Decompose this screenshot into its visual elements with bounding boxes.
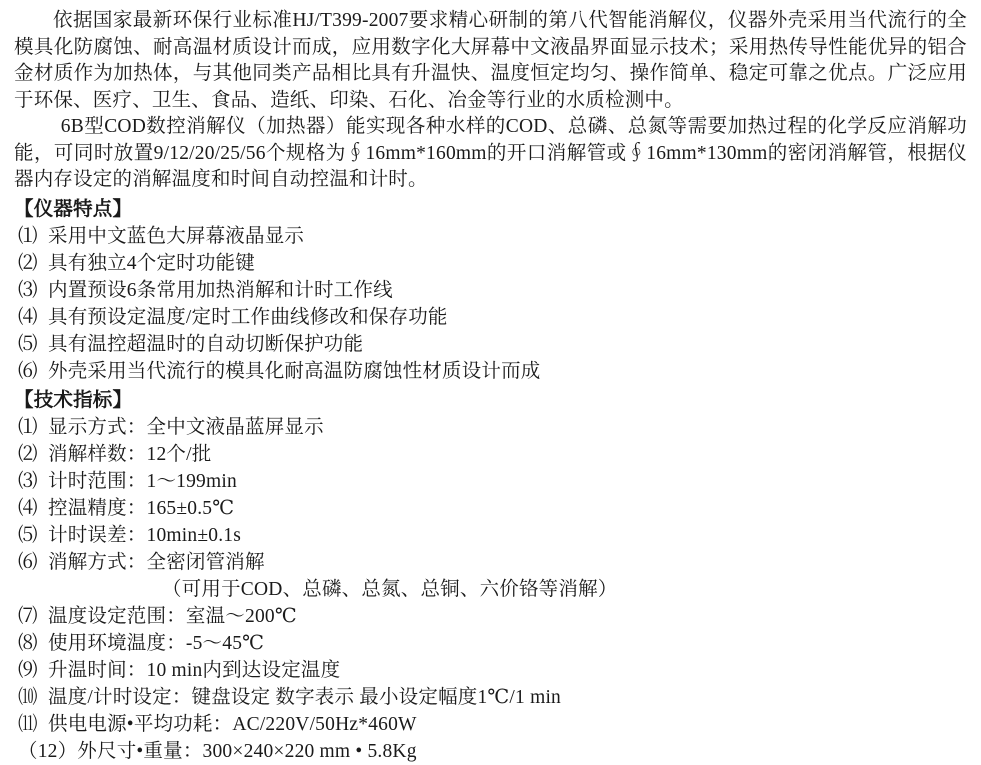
list-item-text: 采用中文蓝色大屏幕液晶显示	[48, 225, 305, 247]
list-item	[14, 358, 967, 385]
list-item-text: 具有独立4个定时功能键	[48, 252, 255, 274]
list-item	[14, 468, 967, 495]
features-list	[14, 223, 967, 385]
list-item-number: ⑴	[18, 416, 38, 438]
list-item-text: 消解方式：全密闭管消解	[48, 551, 265, 573]
list-item	[14, 223, 967, 250]
specs-last-line: （12）外尺寸•重量：300×240×220 mm • 5.8Kg	[18, 740, 417, 762]
list-item-text: 温度设定范围：室温～200℃	[48, 605, 297, 627]
list-item-number: ⑸	[18, 333, 38, 355]
list-item	[14, 522, 967, 549]
list-item-text: 升温时间：10 min内到达设定温度	[48, 659, 341, 681]
list-item-number: ⑴	[18, 225, 38, 247]
list-item-text: 内置预设6条常用加热消解和计时工作线	[48, 279, 393, 301]
list-item	[14, 549, 967, 576]
list-item-number: ⑷	[18, 497, 38, 519]
list-item-text: 使用环境温度：-5～45℃	[48, 632, 265, 654]
features-heading: 【仪器特点】	[14, 198, 133, 220]
list-item	[14, 250, 967, 277]
list-item-number: ⑵	[18, 252, 38, 274]
list-item-number: ⑻	[18, 632, 38, 654]
list-item-text: 计时误差：10min±0.1s	[48, 524, 242, 546]
list-item-number: ⑹	[18, 551, 38, 573]
list-item-text: 供电电源•平均功耗：AC/220V/50Hz*460W	[48, 713, 417, 735]
intro-paragraph-1: 依据国家最新环保行业标准HJ/T399-2007要求精心研制的第八代智能消解仪，仪器外壳采用当代流行的全模具化防腐蚀、耐高温材质设计而成，应用数字化大屏幕中文液晶界面显示技术；采用热传导性能优异的铝合金材质作为加热体，与其他同类产品相比具有升温快、温度恒定均匀、操作简单、稳定可靠之优点。广泛应用于环保、医疗、卫生、食品、造纸、印染、石化、冶金等行业的水质检测中。	[14, 10, 967, 111]
list-item-text: 控温精度：165±0.5℃	[48, 497, 235, 519]
specs-note: （可用于COD、总磷、总氮、总铜、六价铬等消解）	[162, 578, 618, 600]
list-item-text: 温度/计时设定：键盘设定 数字表示 最小设定幅度1℃/1 min	[48, 686, 562, 708]
list-item-number: ⑶	[18, 470, 38, 492]
list-item	[14, 603, 967, 630]
list-item	[14, 684, 967, 711]
list-item	[14, 630, 967, 657]
list-item-number: ⑺	[18, 605, 38, 627]
list-item-number: ⑶	[18, 279, 38, 301]
list-item	[14, 711, 967, 738]
specs-list-continued	[14, 603, 967, 738]
list-item-text: 外壳采用当代流行的模具化耐高温防腐蚀性材质设计而成	[48, 360, 541, 382]
specs-list	[14, 414, 967, 576]
list-item-text: 具有温控超温时的自动切断保护功能	[48, 333, 364, 355]
list-item-text: 计时范围：1～199min	[48, 470, 237, 492]
list-item-number: ⑾	[18, 713, 38, 735]
list-item-number: ⑷	[18, 306, 38, 328]
list-item-number: ⑽	[18, 686, 38, 708]
list-item-number: ⑼	[18, 659, 38, 681]
list-item	[14, 331, 967, 358]
list-item-number: ⑸	[18, 524, 38, 546]
list-item	[14, 414, 967, 441]
list-item	[14, 441, 967, 468]
list-item	[14, 657, 967, 684]
list-item	[14, 495, 967, 522]
list-item-text: 具有预设定温度/定时工作曲线修改和保存功能	[48, 306, 448, 328]
intro-paragraph-2: 6B型COD数控消解仪（加热器）能实现各种水样的COD、总磷、总氮等需要加热过程的化学反应消解功能，可同时放置9/12/20/25/56个规格为∮16mm*160mm的开口消解管或∮16mm*130mm的密闭消解管，根据仪器内存设定的消解温度和时间自动控温和计时。	[14, 116, 967, 190]
list-item	[14, 277, 967, 304]
list-item	[14, 304, 967, 331]
list-item-number: ⑵	[18, 443, 38, 465]
specs-heading: 【技术指标】	[14, 389, 133, 411]
list-item-text: 消解样数：12个/批	[48, 443, 212, 465]
list-item-number: ⑹	[18, 360, 38, 382]
list-item-text: 显示方式：全中文液晶蓝屏显示	[48, 416, 324, 438]
